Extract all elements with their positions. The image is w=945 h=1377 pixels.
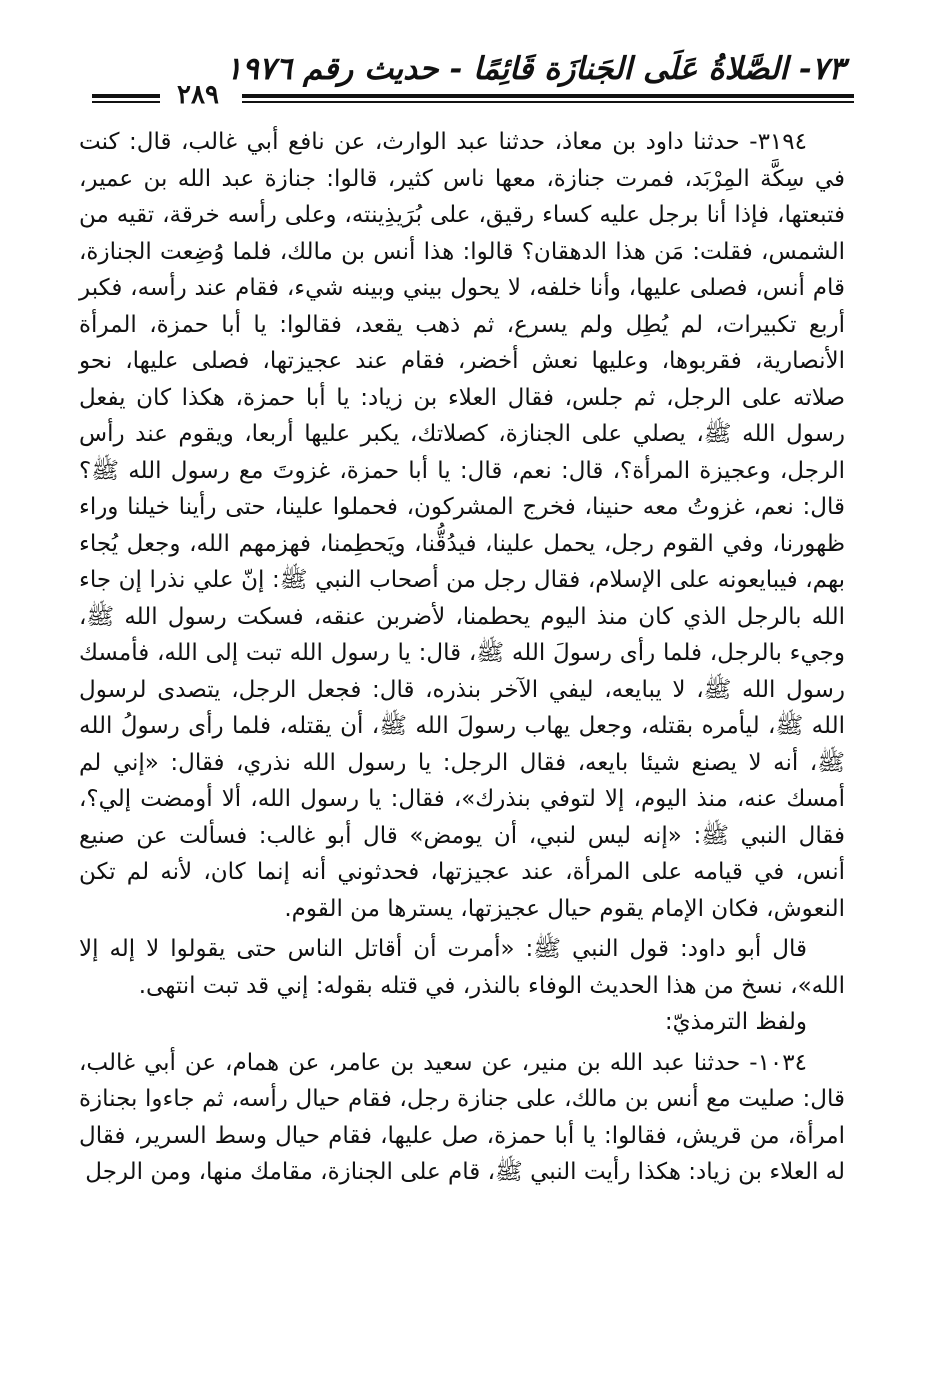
header-rule-right-thin [242,101,854,103]
header-rule-left-thin [92,101,160,103]
abu-dawud-comment-paragraph: قال أبو داود: قول النبي ﷺ: «أمرت أن أقاتل الناس حتى يقولوا لا إله إلا الله»، نسخ من هذا الحديث الوفاء بالنذر، في قتله بقوله: إني قد تبت انتهى. [79,936,845,999]
hadith-3194-paragraph: ٣١٩٤- حدثنا داود بن معاذ، حدثنا عبد الوارث، عن نافع أبي غالب، قال: كنت في سِكَّة المِرْبَد، فمرت جنازة، معها ناس كثير، قالوا: جنازة عبد الله بن عمير، فتبعتها، فإذا أنا برجل عليه كساء رقيق، على بُرَيذِينته، وعلى رأسه خرقة، تقيه من الشمس، فقلت: مَن هذا الدهقان؟ قالوا: هذا أنس بن مالك، فلما وُضِعت الجنازة، قام أنس، فصلى عليها، وأنا خلفه، لا يحول بيني وبينه شيء، فقام عند رأسه، فكبر أربع تكبيرات، لم يُطِل ولم يسرع، ثم ذهب يقعد، فقالوا: يا أبا حمزة، المرأة الأنصارية، فقربوها، وعليها نعش أخضر، فقام عند عجيزتها، فصلى عليها، نحو صلاته على الرجل، ثم جلس، فقال العلاء بن زياد: يا أبا حمزة، هكذا كان يفعل رسول الله ﷺ، يصلي على الجنازة، كصلاتك، يكبر عليها أربعا، ويقوم عند رأس الرجل، وعجيزة المرأة؟، قال: نعم، قال: يا أبا حمزة، غزوتَ مع رسول الله ﷺ؟ قال: نعم، غزوتُ معه حنينا، فخرج المشركون، فحملوا علينا، حتى رأينا خيلنا وراء ظهورنا، وفي القوم رجل، يحمل علينا، فيدُقُّنا، ويَحطِمنا، فهزمهم الله، وجعل يُجاء بهم، فيبايعونه على الإسلام، فقال رجل من أصحاب النبي ﷺ: إنّ علي نذرا إن جاء الله بالرجل الذي كان منذ اليوم يحطمنا، لأضربن عنقه، فسكت رسول الله ﷺ، وجيء بالرجل، فلما رأى رسولَ الله ﷺ، قال: يا رسول الله تبت إلى الله، فأمسك رسول الله ﷺ، لا يبايعه، ليفي الآخر بنذره، قال: فجعل الرجل، يتصدى لرسول الله ﷺ، ليأمره بقتله، وجعل يهاب رسولَ الله ﷺ، أن يقتله، فلما رأى رسولُ الله ﷺ، أنه لا يصنع شيئا بايعه، فقال الرجل: يا رسول الله نذري، فقال: «إني لم أمسك عنه، منذ اليوم، إلا لتوفي بنذرك»، فقال: يا رسول الله، ألا أومضت إلي؟، فقال النبي ﷺ: «إنه ليس لنبي، أن يومض» قال أبو غالب: فسألت عن صنيع أنس، في قيامه على المرأة، عند عجيزتها، فحدثوني أنه إنما كان، لأنه لم تكن النعوش، فكان الإمام يقوم حيال عجيزتها، يسترها من القوم. [79,129,845,922]
hadith-1034-paragraph: ١٠٣٤- حدثنا عبد الله بن منير، عن سعيد بن عامر، عن همام، عن أبي غالب، قال: صليت مع أنس بن مالك، على جنازة رجل، فقام حيال رأسه، ثم جاءوا بجنازة امرأة، من قريش، فقالوا: يا أبا حمزة، صل عليها، فقام حيال وسط السرير، فقال له العلاء بن زياد: هكذا رأيت النبي ﷺ، قام على الجنازة، مقامك منها، ومن الرجل [79,1049,845,1185]
running-title: ٧٣- الصَّلاةُ عَلَى الجَنازَة قَائِمًا - حديث رقم ١٩٧٦ [225,51,845,87]
tirmidhi-intro-paragraph: ولفظ الترمذيّ: [664,1009,807,1035]
header-rule-right-thick [242,94,854,98]
header-rule-left-thick [92,94,160,98]
body-text [79,124,845,1191]
page-number: ٢٨٩ [177,80,219,110]
header-rule-left [92,94,160,104]
header-rule-right [242,94,854,104]
